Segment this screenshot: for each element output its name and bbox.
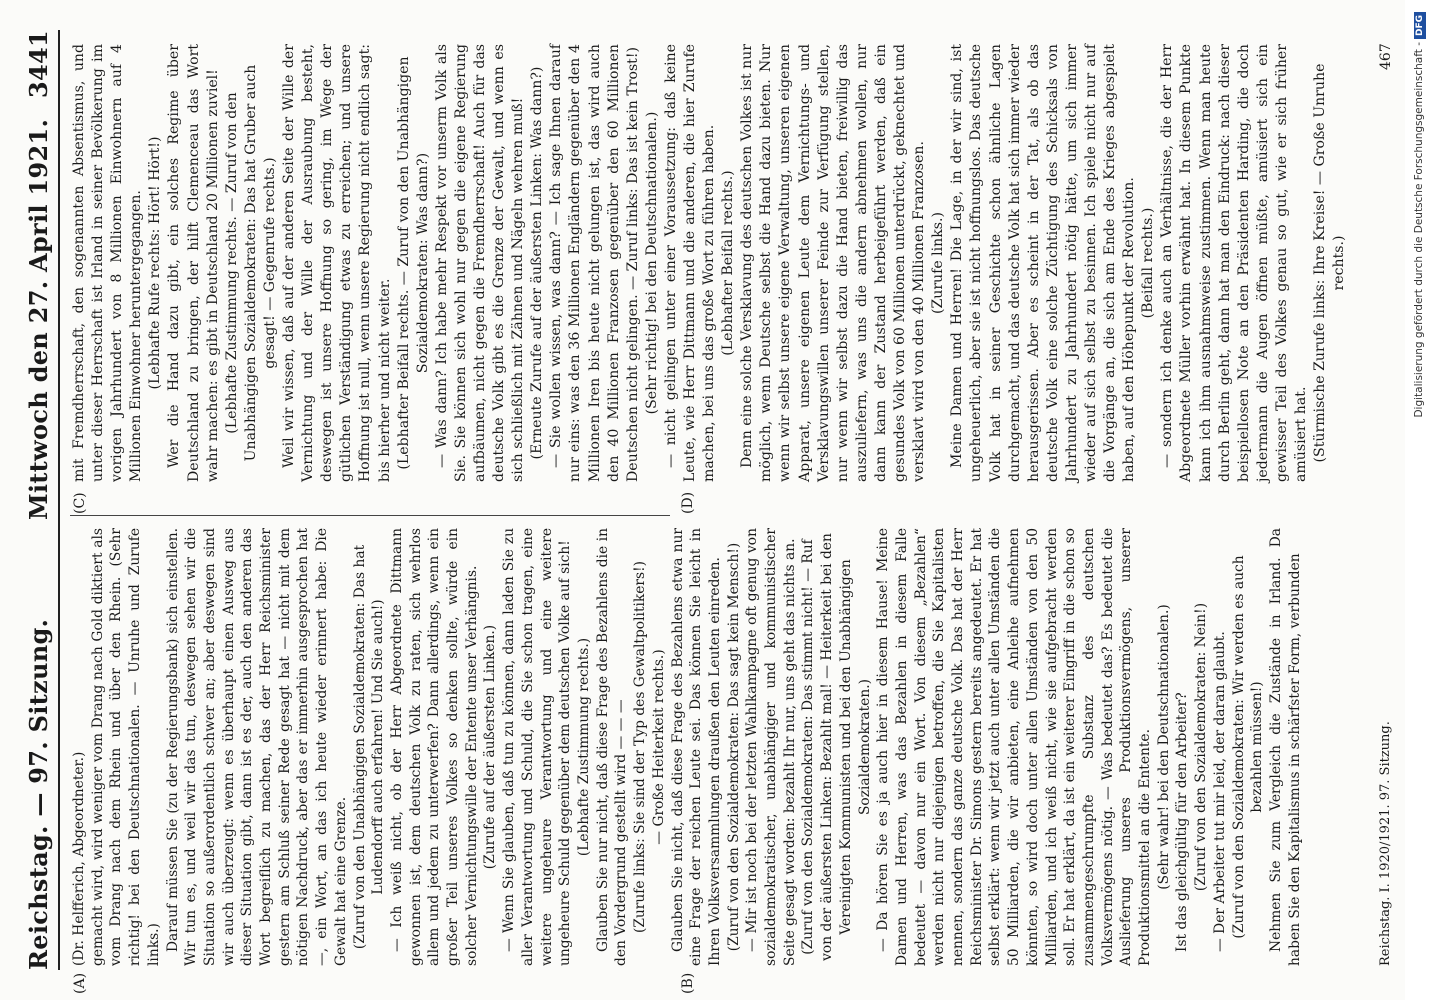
right-paragraph: mit Fremdherrschaft, den sogenannten Absentismus, und unter dieser Herrschaft ist Irland in seiner Bevölkerung im vorigen Jahrhundert von 8 Millionen Einwohnern auf 4 Millionen Einwohner heruntergegangen.	[71, 44, 145, 482]
left-paragraph: (Zuruf von den Sozialdemokraten: Wir werden es auch bezahlen müssen!)	[1230, 555, 1266, 939]
right-paragraph: (Lebhafter Beifall rechts.)	[720, 170, 737, 356]
page-footer: Reichstag. I. 1920/1921. 97. Sitzung.	[1378, 721, 1393, 966]
left-paragraph: (Sehr wahr! bei den Deutschnationalen.)	[1155, 604, 1172, 890]
right-paragraph: (Sehr richtig! bei den Deutschnationalen.)	[643, 111, 660, 415]
left-paragraph: (Zuruf von den Unabhängigen Sozialdemokraten: Das hat Ludendorff auch erfahren! Und Sie auch!)	[351, 544, 387, 950]
left-paragraph: Glauben Sie nur nicht, daß diese Frage des Bezahlens die in den Vordergrund gestellt wird — — —	[594, 528, 630, 966]
right-paragraph: (Beifall rechts.)	[1140, 207, 1157, 319]
left-paragraph: (Dr. Helfferich, Abgeordneter.)	[71, 751, 87, 966]
credit-line	[1413, 0, 1433, 1000]
right-paragraph: — Sie wollen wissen, was dann? — Ich sage Ihnen darauf nur eins: was den 36 Millionen Engländern gegenüber den 4 Millionen Iren bis heute nicht gelungen ist, das wird auch den 40 Millionen Franzosen gegenüber den 60 Millionen Deutschen nicht gelingen. — Zuruf links: Das ist kein Trost!)	[548, 44, 641, 482]
left-paragraph: (Zuruf von den Sozialdemokraten: Nein!)	[1193, 602, 1210, 892]
column-divider	[70, 515, 670, 516]
footer-page-number: 467	[1378, 43, 1394, 70]
right-paragraph: (Lebhafte Rufe rechts: Hört! Hört!)	[147, 136, 164, 390]
right-paragraph: Weil wir wissen, daß auf der anderen Seite der Wille der Vernichtung und der Wille der Ausraubung besteht, deswegen ist unsere Hoffnung so gering, im Wege der gütlichen Verständigung etwas zu erreichen; und unsere Hoffnung ist null, wenn unsere Regierung nicht endlich sagt: bis hierher und nicht weiter.	[281, 44, 393, 482]
right-paragraph: (Lebhafter Beifall rechts. — Zuruf von den Unabhängigen Sozialdemokraten: Was dann?)	[395, 56, 431, 470]
margin-label-c: (C)	[72, 492, 88, 514]
right-column	[70, 44, 1349, 482]
right-paragraph: (Zurufe links.)	[930, 211, 947, 315]
right-paragraph: — sondern ich denke auch an Verhältnisse, die der Herr Abgeordnete Müller vorhin erwähnt hat. In diesem Punkte kann ich ihm ausnahmsweise zustimmen. Wenn man heute durch Berlin geht, dann hat man den Eindruck: nach dieser beispiellosen Note an den Präsidenten Harding, die doch jedermann die Augen öffnen müßte, amüsiert sich ein gewisser Teil des Volkes genau so gut, wie er sich früher amüsiert hat.	[1159, 44, 1309, 482]
left-paragraph: (Zuruf von den Sozialdemokraten: Das sagt kein Mensch!)	[725, 542, 742, 952]
page-header	[22, 30, 62, 970]
header-date: Mittwoch den 27. April 1921.	[24, 118, 53, 520]
left-paragraph: gemacht wird, wird weniger vom Drang nach Gold diktiert als vom Drang nach dem Rhein und über den Rhein. (Sehr richtig! bei den Deutschnationalen. — Unruhe und Zurufe links.)	[89, 528, 162, 966]
margin-label-d: (D)	[680, 491, 696, 514]
left-column	[70, 528, 1304, 966]
left-paragraph: Glauben Sie nicht, daß diese Frage des Bezahlens etwa nur eine Frage der reichen Leute sei. Das können Sie leicht in Ihren Volksversammlungen draußen den Leuten einreden.	[669, 528, 723, 966]
left-paragraph: — Ich weiß nicht, ob der Herr Abgeordnete Dittmann gewonnen ist, dem deutschen Volk zu raten, sich wehrlos allem und jedem zu unterwerfen? Dann allerdings, wenn ein großer Teil unseres Volkes so denken sollte, würde ein solcher Vernichtungswille der Entente unser Verhängnis.	[388, 528, 480, 966]
dfg-logo: DFG	[1414, 12, 1426, 39]
left-paragraph: — Mir ist noch bei der letzten Wahlkampagne oft genug von sozialdemokratischer, unabhängiger und kommunistischer Seite gesagt worden: bezahlt Ihr nur, uns geht das nichts an.	[744, 528, 798, 966]
left-paragraph: (Lebhafte Zustimmung rechts.)	[575, 637, 592, 857]
left-paragraph: (Zuruf von den Sozialdemokraten: Das stimmt nicht! — Ruf von der äußersten Linken: Bezahlt mal! — Heiterkeit bei den Vereinigten Kommunisten und bei den Unabhängigen Sozialdemokraten.)	[800, 533, 873, 961]
right-paragraph: Denn eine solche Versklavung des deutschen Volkes ist nur möglich, wenn Deutsche selbst die Hand dazu bieten. Nur wenn wir selbst unsere eigene Verwaltung, unseren eigenen Apparat, unsere eigenen Leute dem Vernichtungs- und Versklavungswillen unserer Feinde zur Verfügung stellen, nur wenn wir selbst dazu die Hand bieten, freiwillig das auszuliefern, was uns die andern abnehmen wollen, nur dann kann der Zustand herbeigeführt werden, daß ein gesundes Volk von 60 Millionen unterdrückt, geknechtet und versklavt wird von den 40 Millionen Franzosen.	[739, 44, 928, 482]
left-paragraph: Nehmen Sie zum Vergleich die Zustände in Irland. Da haben Sie den Kapitalismus in schärfster Form, verbunden	[1268, 528, 1303, 966]
left-paragraph: (Zurufe auf der äußersten Linken.)	[482, 624, 499, 870]
left-paragraph: — Große Heiterkeit rechts.)	[650, 649, 667, 845]
margin-label-a: (A)	[72, 972, 88, 994]
left-paragraph: (Zurufe links: Sie sind der Typ des Gewaltpolitikers!)	[632, 560, 649, 934]
header-left: Reichstag. — 97. Sitzung.	[24, 618, 53, 970]
right-paragraph: — nicht gelingen unter einer Voraussetzung: daß keine Leute, wie Herr Dittmann und die anderen, die hier Zurufe machen, bei uns das große Wort zu führen haben.	[662, 44, 718, 482]
right-paragraph: Wer die Hand dazu gibt, ein solches Regime über Deutschland zu bringen, der hilft Clemenceau das Wort wahr machen: es gibt in Deutschland 20 Millionen zuviel!	[166, 44, 221, 482]
left-paragraph: — Da hören Sie es ja auch hier in diesem Hause! Meine Damen und Herren, was das Bezahlen in diesem Falle bedeutet — davon nur ein Wort. Von diesem „Bezahlen“ werden nicht nur diejenigen betroffen, die Sie Kapitalisten nennen, sondern das ganze deutsche Volk. Das hat der Herr Reichsminister Dr. Simons gestern bereits angedeutet. Er hat selbst erklärt: wenn wir jetzt auch unter allen Umständen die 50 Milliarden, die wir anbieten, eine Anleihe aufnehmen könnten, so wird doch unter allen Umständen von den 50 Milliarden, und ich weiß nicht, wie sie aufgebracht werden soll. Er hat erklärt, da ist ein weiterer Eingriff in die schon so zusammengeschrumpfte Substanz des deutschen Volksvermögens nötig. — Was bedeutet das? Es bedeutet die Auslieferung unseres Produktionsvermögens, unserer Produktionsmittel an die Entente.	[875, 528, 1154, 966]
credit-text: Digitalisierung gefördert durch die Deutsche Forschungsgemeinschaft -	[1413, 42, 1425, 418]
credit-strip	[1405, 0, 1434, 1000]
right-paragraph: (Erneute Zurufe auf der äußersten Linken: Was dann?)	[529, 66, 546, 460]
left-paragraph: — Wenn Sie glauben, daß tun zu können, dann laden Sie zu aller Verantwortung und Schuld, die Sie schon tragen, eine weitere ungeheure Verantwortung und eine weitere ungeheure Schuld gegenüber dem deutschen Volke auf sich!	[501, 528, 574, 966]
right-paragraph: Meine Damen und Herren! Die Lage, in der wir sind, ist ungeheuerlich, aber sie ist nicht hoffnungslos. Das deutsche Volk hat in seiner Geschichte schon ähnliche Lagen durchgemacht, und das deutsche Volk hat sich immer wieder herausgerissen. Aber es scheint in der Tat, als ob das deutsche Volk eine solche Züchtigung des Schicksals von Jahrhundert zu Jahrhundert nötig hätte, um sich immer wieder auf sich selbst zu besinnen. Ich spiele nicht nur auf die Vorgänge an, die sich am Ende des Krieges abgespielt haben, auf den Höhepunkt der Revolution.	[949, 44, 1138, 482]
margin-label-b: (B)	[680, 972, 696, 994]
left-paragraph: — Der Arbeiter tut mir leid, der daran glaubt.	[1211, 631, 1228, 952]
right-paragraph: (Lebhafte Zustimmung rechts. — Zuruf von den Unabhängigen Sozialdemokraten: Das hat Gruber auch gesagt! — Gegenrufe rechts.)	[223, 64, 278, 462]
right-paragraph: — Was dann? Ich habe mehr Respekt vor unserm Volk als Sie. Sie können sich wohl nur gegen die eigene Regierung aufbäumen, nicht gegen die Fremdherrschaft! Auch für das deutsche Volk gibt es die Grenze der Gewalt, und wenn es sich schließlich mit Zähnen und Nägeln wehren muß!	[433, 44, 527, 482]
right-paragraph: (Stürmische Zurufe links: Ihre Kreise! — Große Unruhe rechts.)	[1312, 63, 1348, 463]
header-rule	[58, 30, 60, 970]
left-paragraph: Darauf müssen Sie (zu der Regierungsbank) sich einstellen. Wir tun es, und weil wir das tun, deswegen sehen wir die Situation so außerordentlich schwer an; aber deswegen sind wir auch überzeugt: wenn es überhaupt einen Ausweg aus dieser Situation gibt, dann ist es der, auch den anderen das Wort begreiflich zu machen, das der Herr Reichsminister gestern am Schluß seiner Rede gesagt hat — nicht mit dem nötigen Nachdruck, aber das er immerhin ausgesprochen hat —, ein Wort, an das ich heute wieder erinnert habe: Die Gewalt hat eine Grenze.	[164, 528, 349, 966]
header-page-number: 3441	[24, 30, 53, 98]
left-paragraph: Ist das gleichgültig für den Arbeiter?	[1174, 692, 1191, 952]
